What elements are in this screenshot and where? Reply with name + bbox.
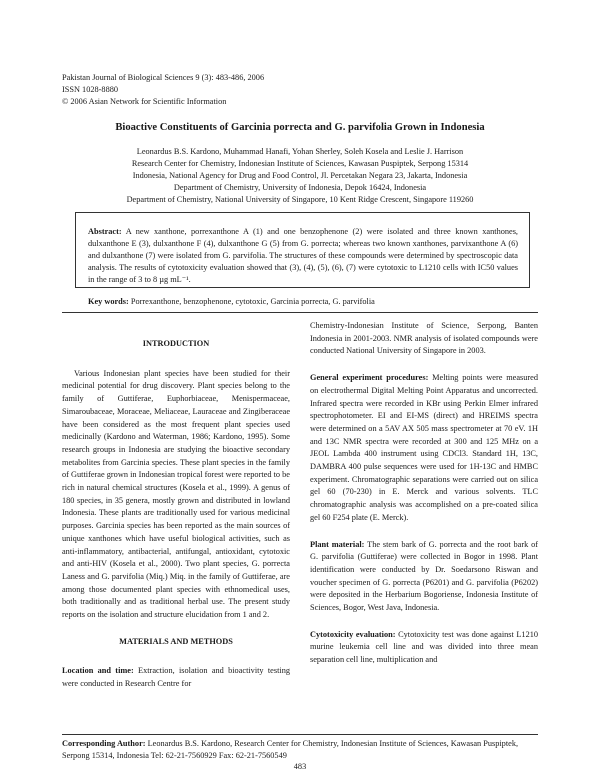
intro-heading: INTRODUCTION [142,339,210,348]
abstract-text: A new xanthone, porrexanthone A (1) and one benzophenone (2) were isolated and three known xanthones, dulxanthone E (3), dulxanthone F (4), dulxanthone G (5) from G. porrecta; whereas two known xanthones, parvixanthone A (6) and dulxanthone (7) were isolated from G. parvifolia. The structures of these compounds were determined by spectroscopic data analysis. The results of cytotoxicity evaluation showed that (3), (4), (5), (6), (7) were cytotoxic to L1210 cells with IC50 values in the range of 3 to 8 µg mL⁻¹. [88,227,518,284]
affiliation-4: Department of Chemistry, National University of Singapore, 10 Kent Ridge Crescent, Singapore 119260 [126,195,474,204]
affiliation-2: Indonesia, National Agency for Drug and Food Control, Jl. Percetakan Negara 23, Jakarta, Indonesia [132,171,468,180]
general-paragraph [310,372,538,524]
location-text: Extraction, isolation and bioactivity testing were conducted in Research Centre for [62,666,290,689]
cyto-label: Cytotoxicity evaluation: [310,629,396,639]
cyto-paragraph [310,629,538,667]
author-names: Leonardus B.S. Kardono, Muhammad Hanafi, Yohan Sherley, Soleh Kosela and Leslie J. Harrison [136,147,464,156]
journal-citation: Pakistan Journal of Biological Sciences 9 (3): 483-486, 2006 [62,73,265,82]
intro-paragraph: Various Indonesian plant species have been studied for their medicinal potential for drug discovery. Plant species belong to the family of Guttiferae, Euphorbiaceae, Menispermaceae, Simaroubaceae, Moraceae, Meliaceae, Lauraceae and Zingiberaceae have been considered as the most frequent plant species used medicinally (Kardono and Waterman, 1986; Kardono, 1995). Some research groups in Indonesia are studying the bioactive secondary metabolites from Garcinia species. These plant species in the family of Guttiferae grown in Indonesian tropical forest were reported to be rich in natural chemical structures (Kosela et al., 1999). A genus of 180 species, in 35 genera, mostly grown and distributed in lowland Indonesia. These plants are traditionally used for various medicinal purposes. Garcinia species has been reported as the main sources of unique xanthones which have useful biological activities, such as anti-inflammatory, antibacterial, antifungal, antioxidant, cytotoxic and anti-HIV (Kosela et al., 2000). Two plant species, G. porrecta Laness and G. parvifolia (Miq.) Miq. in the family of Guttiferae, are among those documented plant species with ethnomedical uses, both traditionally and as traditional herbal use. The present study reports on the isolation and structure elucidation from 1 and 2. [62,368,290,620]
location-label: Location and time: [62,666,134,676]
corresponding-label: Corresponding Author: [62,739,146,748]
keywords-text: Porrexanthone, benzophenone, cytotoxic, Garcinia porrecta, G. parvifolia [130,297,375,306]
affiliation-3: Department of Chemistry, University of Indonesia, Depok 16424, Indonesia [173,183,427,192]
plant-paragraph [310,539,538,615]
general-text: Melting points were measured on electrothermal Digital Melting Point Apparatus and uncorrected. Infrared spectra were recorded in KBr using Perkin Elmer infrared spectrophotometer. EI and EI-MS (direct) and HREIMS spectra were determined on a 5AV AX 505 mass spectrometer at 70 eV. 1H and 13C NMR spectra were recorded at 300 and 125 MHz on a JEOL Lambda 400 instrument using CDCl3. Standard 1H, 13C, DAMBRA 400 pulse sequences were used for 1H-13C and HMBC experiment. Chromatographic separations were carried out on silica gel 60 (70-230) in E. Merck and various solvents. TLC chromatographic analysis was accomplished on a pre-coated silica gel 60 F254 plate (E. Merck). [310,373,538,522]
abstract-label: Abstract: [88,227,122,236]
cyto-text: Cytotoxicity test was done against L1210 murine leukemia cell line and was divided into three mean separation cell line, multiplication and [310,629,539,665]
continued-paragraph: Chemistry-Indonesian Institute of Science, Serpong, Banten Indonesia in 2001-2003. NMR analysis of isolated compounds were conducted National University of Singapore in 2003. [310,321,538,356]
divider-top [62,312,538,313]
paper-title: Bioactive Constituents of Garcinia porrecta and G. parvifolia Grown in Indonesia [115,122,485,133]
divider-footer [62,734,538,735]
plant-label: Plant material: [310,539,365,549]
affiliation-1: Research Center for Chemistry, Indonesian Institute of Sciences, Kawasan Puspiptek, Serpong 15314 [131,159,469,168]
author-block [40,146,560,206]
left-column [62,318,290,705]
methods-heading: MATERIALS AND METHODS [119,636,233,646]
corresponding-author [62,738,538,762]
keywords [88,297,375,306]
journal-issn: ISSN 1028-8880 [62,85,119,95]
plant-text: The stem bark of G. porrecta and the root bark of G. parvifolia (Guttiferae) were collected in Bogor in 1998. Plant identification were conducted by Dr. Soedarsono Riswan and voucher specimen of G. porrecta (P6201) and G. parvifolia (P6202) were deposited in the Herbarium Bogoriense, Indonesia Institute of Sciences, Bogor, West Java, Indonesia. [310,539,538,613]
corresponding-text: Leonardus B.S. Kardono, Research Center for Chemistry, Indonesian Institute of Sciences, Kawasan Puspiptek, Serpong 15314, Indonesia Tel: 62-21-7560929 Fax: 62-21-7560549 [62,739,519,760]
journal-copyright: © 2006 Asian Network for Scientific Information [62,97,227,107]
page-number: 483 [293,762,307,771]
location-paragraph [62,665,290,690]
right-column [310,318,538,681]
abstract [88,226,518,286]
journal-header [62,72,264,109]
keywords-label: Key words: [88,297,129,306]
general-label: General experiment procedures: [310,373,429,383]
